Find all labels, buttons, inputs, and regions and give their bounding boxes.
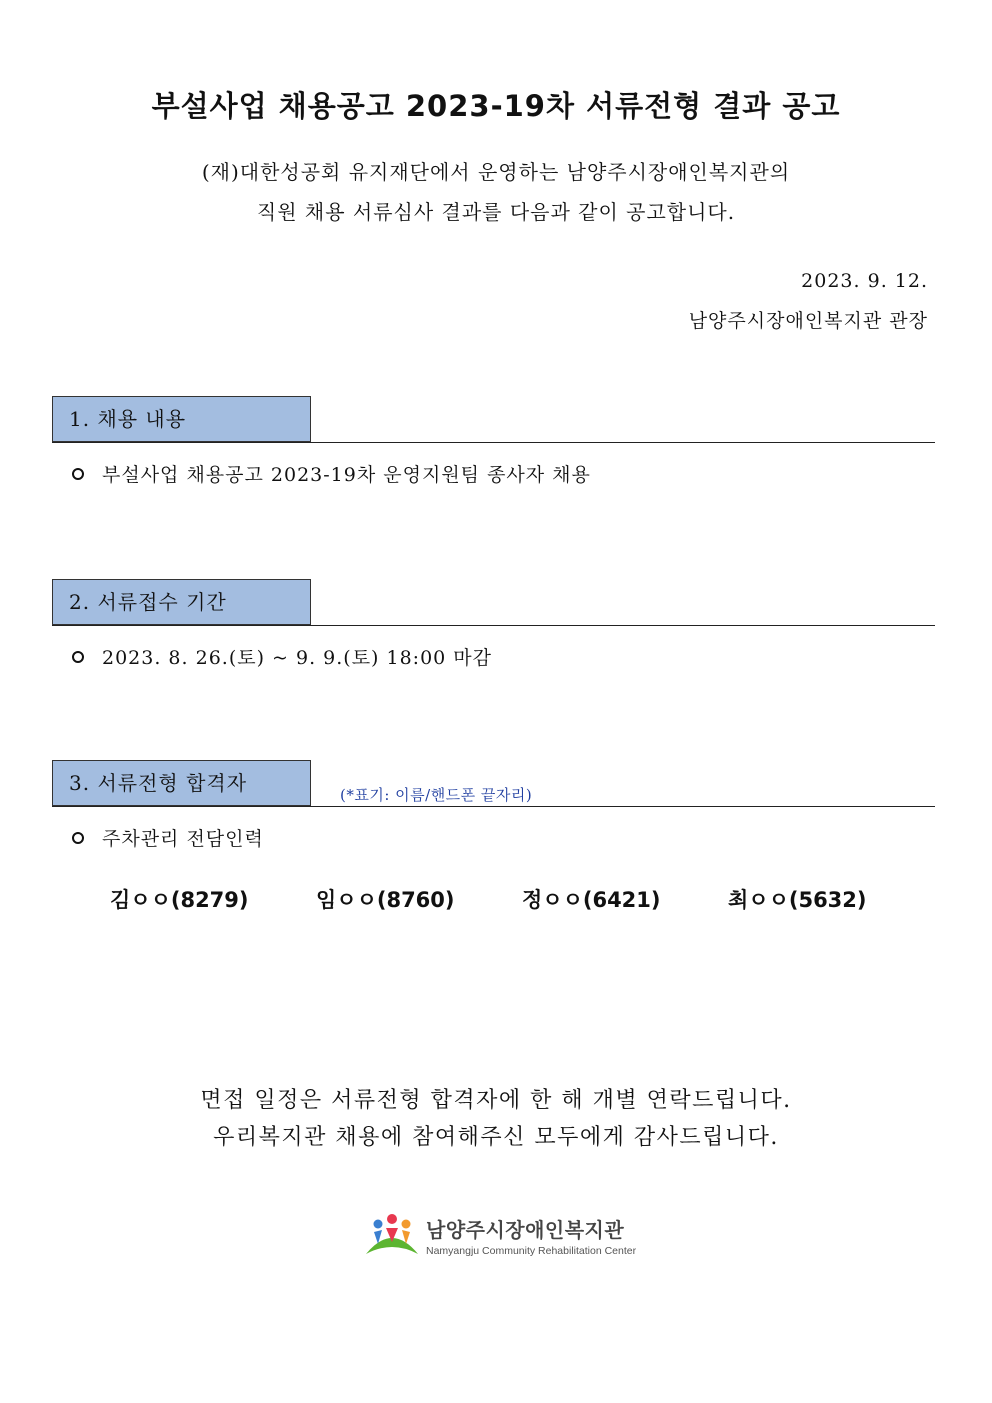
section-1-item <box>72 460 591 487</box>
closing-line-1: 면접 일정은 서류전형 합격자에 한 해 개별 연락드립니다. <box>200 1088 792 1113</box>
closing-line-2: 우리복지관 채용에 참여해주신 모두에게 감사드립니다. <box>213 1125 779 1150</box>
section-2-heading: 2. 서류접수 기간 <box>52 579 311 625</box>
section-3-rule <box>52 806 935 807</box>
passer-1: 김ㅇㅇ(8279) <box>110 888 249 912</box>
notation-note: (*표기: 이름/핸드폰 끝자리) <box>340 786 533 804</box>
circle-bullet-icon <box>72 651 84 663</box>
circle-bullet-icon <box>72 832 84 844</box>
section-3-item-text: 주차관리 전담인력 <box>102 828 264 850</box>
section-1-heading: 1. 채용 내용 <box>52 396 311 442</box>
logo-subtitle: Namyangju Community Rehabilitation Center <box>426 1244 637 1257</box>
announcement-date: 2023. 9. 12. <box>801 270 928 292</box>
section-1-rule <box>52 442 935 443</box>
circle-bullet-icon <box>72 468 84 480</box>
section-2-item <box>72 643 492 670</box>
issuer-signature: 남양주시장애인복지관 관장 <box>688 310 928 332</box>
intro-line-2: 직원 채용 서류심사 결과를 다음과 같이 공고합니다. <box>256 200 736 224</box>
section-2-rule <box>52 625 935 626</box>
page-title: 부설사업 채용공고 2023-19차 서류전형 결과 공고 <box>151 89 841 123</box>
intro-line-1: (재)대한성공회 유지재단에서 운영하는 남양주시장애인복지관의 <box>201 160 791 184</box>
logo-name: 남양주시장애인복지관 <box>426 1217 625 1242</box>
passer-3: 정ㅇㅇ(6421) <box>522 888 661 912</box>
passer-2: 임ㅇㅇ(8760) <box>316 888 455 912</box>
center-logo <box>364 1210 636 1260</box>
passer-4: 최ㅇㅇ(5632) <box>728 888 867 912</box>
section-2-item-text: 2023. 8. 26.(토) ~ 9. 9.(토) 18:00 마감 <box>102 647 493 669</box>
center-logo-icon <box>364 1210 420 1260</box>
section-3-item <box>72 824 264 851</box>
section-3-heading: 3. 서류전형 합격자 <box>52 760 311 806</box>
section-1-item-text: 부설사업 채용공고 2023-19차 운영지원팀 종사자 채용 <box>102 464 591 486</box>
